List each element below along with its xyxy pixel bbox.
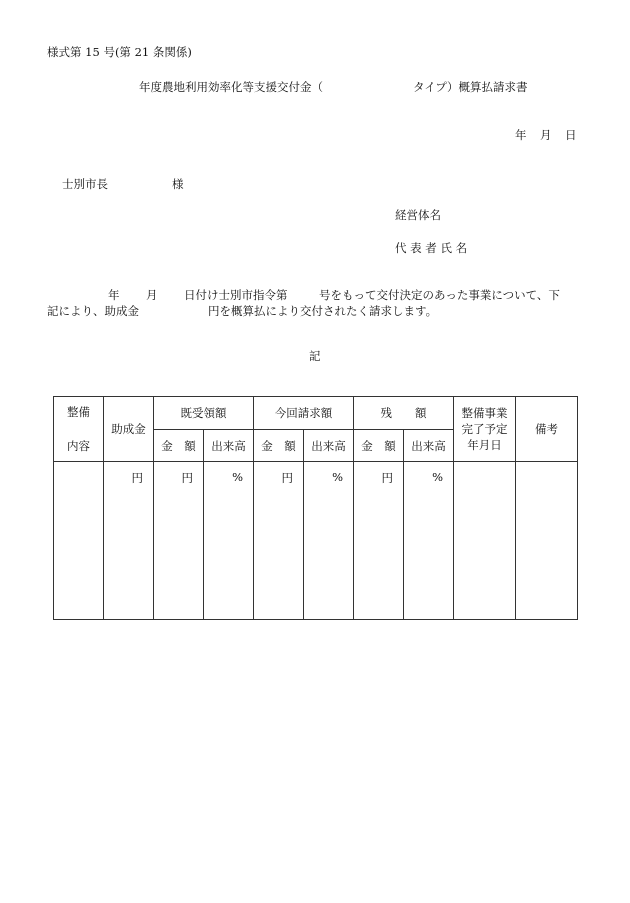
header-business-bottom: 内容	[67, 439, 90, 453]
cell-remarks[interactable]	[516, 462, 578, 620]
date-month: 月	[540, 128, 552, 142]
unit-percent: %	[332, 470, 343, 484]
request-table	[53, 396, 578, 620]
header-subsidy: 助成金	[104, 397, 154, 462]
unit-percent: %	[232, 470, 243, 484]
body-line2-lead: 記により、助成金	[47, 304, 139, 318]
cell-current-amount[interactable]	[254, 462, 304, 620]
header-business-content	[54, 397, 104, 462]
document-title-suffix: タイプ）概算払請求書	[413, 80, 528, 94]
recipient-honorific: 様	[172, 177, 184, 191]
representative-name-label: 代 表 者 氏 名	[395, 241, 468, 255]
subheader-current-amount: 金 額	[254, 430, 304, 462]
recipient-name: 士別市長	[62, 177, 108, 191]
header-already-received: 既受領額	[154, 397, 254, 430]
body-month: 月	[146, 288, 158, 302]
cell-subsidy[interactable]	[104, 462, 154, 620]
entity-name-label: 経営体名	[395, 208, 441, 222]
subheader-remaining-progress: 出来高	[404, 430, 454, 462]
header-completion-date	[454, 397, 516, 462]
unit-yen: 円	[181, 471, 193, 485]
header-remarks: 備考	[516, 397, 578, 462]
cell-remaining-amount[interactable]	[354, 462, 404, 620]
completion-line-3: 年月日	[467, 438, 502, 452]
body-line2-rest: 円を概算払により交付されたく請求します。	[208, 304, 438, 318]
completion-line-1: 整備事業	[461, 406, 508, 420]
cell-received-progress[interactable]	[204, 462, 254, 620]
body-year: 年	[108, 288, 120, 302]
subheader-received-amount: 金 額	[154, 430, 204, 462]
header-current-request: 今回請求額	[254, 397, 354, 430]
date-day: 日	[565, 128, 577, 142]
body-date-part: 日付け士別市指令第	[184, 288, 288, 302]
header-business-top: 整備	[67, 405, 90, 419]
subheader-received-progress: 出来高	[204, 430, 254, 462]
unit-yen: 円	[131, 471, 143, 485]
subheader-current-progress: 出来高	[304, 430, 354, 462]
form-number: 様式第 15 号(第 21 条関係)	[47, 45, 192, 59]
document-title-prefix: 年度農地利用効率化等支援交付金（	[139, 80, 323, 94]
header-remaining: 残 額	[354, 397, 454, 430]
cell-received-amount[interactable]	[154, 462, 204, 620]
subheader-remaining-amount: 金 額	[354, 430, 404, 462]
cell-business-content[interactable]	[54, 462, 104, 620]
completion-line-2: 完了予定	[461, 422, 508, 436]
body-line1-rest: 号をもって交付決定のあった事業について、下	[319, 288, 560, 302]
ki-label: 記	[309, 349, 321, 363]
cell-remaining-progress[interactable]	[404, 462, 454, 620]
unit-percent: %	[432, 470, 443, 484]
cell-completion-date[interactable]	[454, 462, 516, 620]
unit-yen: 円	[281, 471, 293, 485]
unit-yen: 円	[381, 471, 393, 485]
date-year: 年	[515, 128, 527, 142]
cell-current-progress[interactable]	[304, 462, 354, 620]
